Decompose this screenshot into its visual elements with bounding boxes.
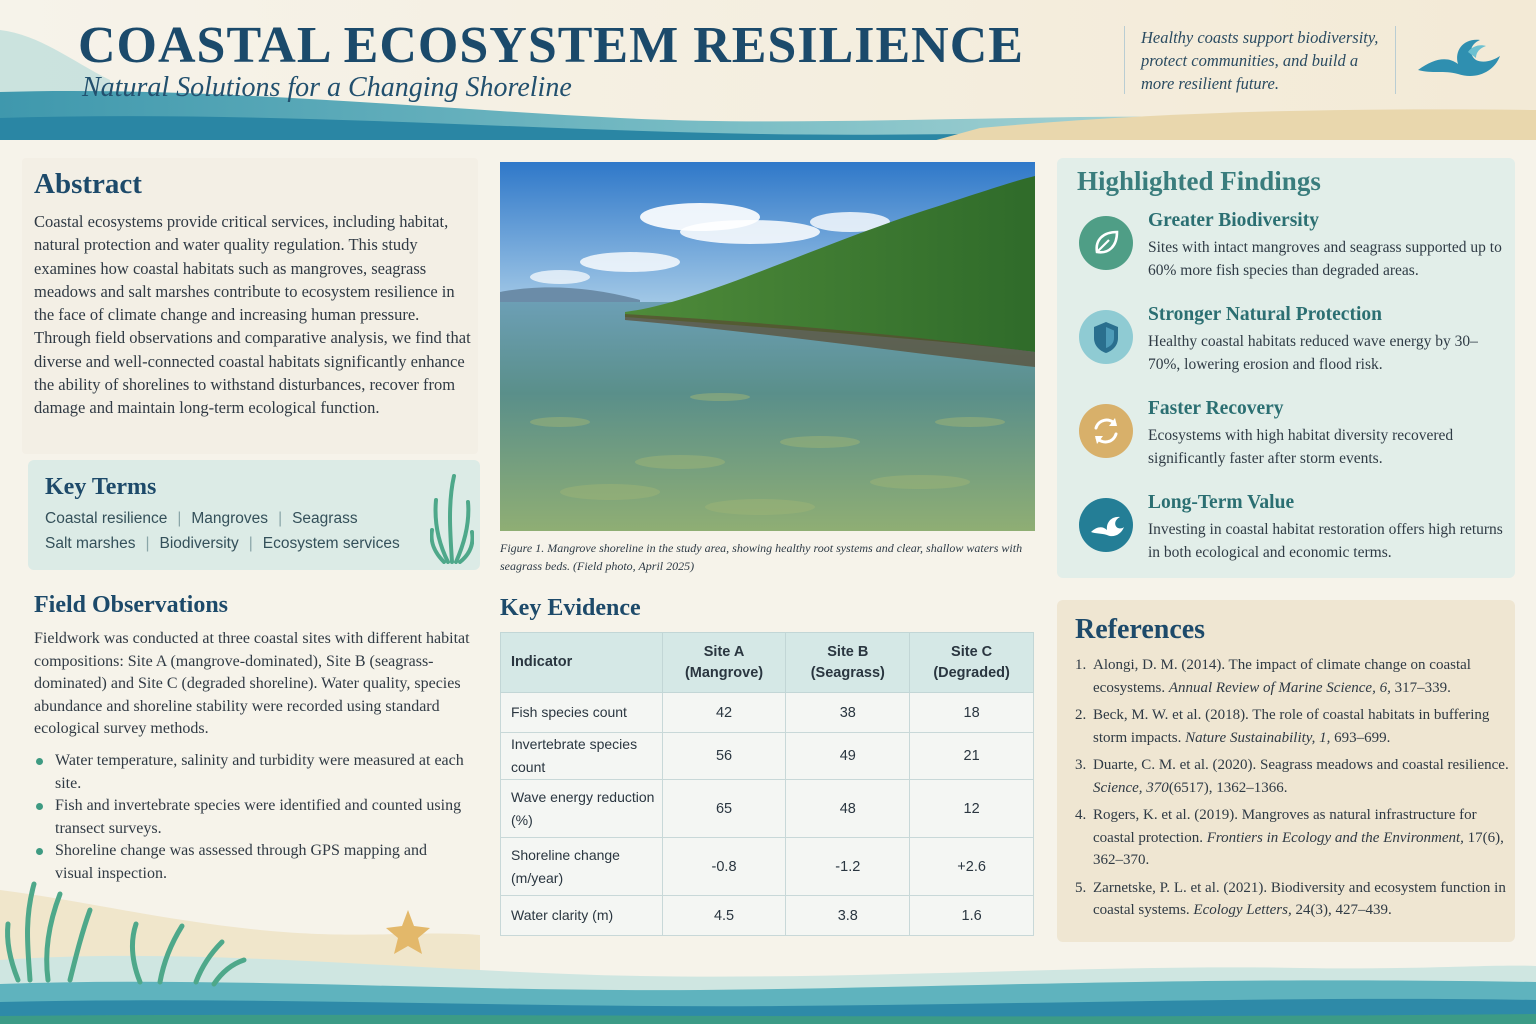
finding-item xyxy=(1077,304,1507,384)
reference-item xyxy=(1075,754,1509,799)
finding-text: Ecosystems with high habitat diversity recovered significantly faster after storm events. xyxy=(1148,427,1454,467)
finding-text: Sites with intact mangroves and seagrass supported up to 60% more fish species than degraded areas. xyxy=(1148,239,1502,279)
reference-number: 2. xyxy=(1075,707,1087,723)
term-separator: | xyxy=(145,535,150,552)
reference-item xyxy=(1075,704,1509,749)
bullet-dot xyxy=(36,803,43,810)
reference-text: Duarte, C. M. et al. (2020). Seagrass meadows and coastal resilience. xyxy=(1093,757,1509,773)
table-cell: 38 xyxy=(786,693,910,733)
finding-title: Stronger Natural Protection xyxy=(1148,304,1382,325)
highlighted-findings-heading: Highlighted Findings xyxy=(1077,166,1321,196)
reference-item xyxy=(1075,804,1509,872)
field-observations-section xyxy=(22,588,482,898)
table-cell: 49 xyxy=(786,733,910,780)
key-terms-section xyxy=(28,460,480,570)
table-cell: 12 xyxy=(910,780,1034,838)
highlighted-findings-section xyxy=(1057,158,1515,578)
wave-logo-icon xyxy=(1414,30,1502,86)
list-item-text: Fish and invertebrate species were identified and counted using transect surveys. xyxy=(55,797,462,837)
finding-item xyxy=(1077,398,1507,478)
finding-item xyxy=(1077,492,1507,572)
table-cell: Invertebrate species count xyxy=(501,733,663,780)
reference-journal: Annual Review of Marine Science, 6, xyxy=(1168,679,1391,696)
field-observations-list xyxy=(34,750,464,886)
reference-pages: 24(3), 427–439. xyxy=(1291,902,1392,918)
reference-journal: Frontiers in Ecology and the Environment, xyxy=(1206,829,1464,846)
abstract-text: Coastal ecosystems provide critical services, including habitat, natural protection and water quality regulation. This study examines how coastal habitats such as mangroves, seagrass meadows and salt marshes contribute to ecosystem resilience in the face of climate change and increasing human pressure. Through field observations and comparative analysis, we find that diverse and well-connected coastal habitats significantly enhance the ability of shorelines to withstand disturbances, recover from damage and maintain long-term ecological function. xyxy=(34,212,471,418)
references-heading: References xyxy=(1075,614,1206,645)
header-tagline: Healthy coasts support biodiversity, protect communities, and build a more resilient future. xyxy=(1124,26,1396,94)
table-cell: 48 xyxy=(786,780,910,838)
list-item xyxy=(34,750,464,795)
table-cell: -0.8 xyxy=(662,838,786,896)
list-item xyxy=(34,795,464,840)
finding-title: Greater Biodiversity xyxy=(1148,210,1319,231)
term-separator: | xyxy=(278,510,283,527)
term-separator: | xyxy=(248,535,253,552)
finding-title: Long-Term Value xyxy=(1148,492,1295,513)
table-cell: 18 xyxy=(910,693,1034,733)
abstract-heading: Abstract xyxy=(34,168,142,200)
table-row xyxy=(501,780,1034,838)
leaf-icon xyxy=(1079,216,1133,270)
table-cell: Wave energy reduction (%) xyxy=(501,780,663,838)
table-row xyxy=(501,693,1034,733)
column-header: Site C (Degraded) xyxy=(910,633,1034,693)
reference-journal: Nature Sustainability, 1, xyxy=(1185,729,1331,746)
bullet-dot xyxy=(36,758,43,765)
table-cell: 1.6 xyxy=(910,896,1034,936)
table-header-row xyxy=(501,633,1034,693)
reference-text: Alongi, D. M. (2014). The impact of climate change on coastal ecosystems. xyxy=(1093,657,1471,696)
reference-number: 3. xyxy=(1075,757,1087,773)
table-cell: +2.6 xyxy=(910,838,1034,896)
reference-pages: 17(6), 362–370. xyxy=(1093,829,1504,868)
reference-text: Rogers, K. et al. (2019). Mangroves as natural infrastructure for coastal protection. xyxy=(1093,807,1477,846)
key-terms-row xyxy=(45,510,358,528)
table-cell: Fish species count xyxy=(501,693,663,733)
finding-text: Healthy coastal habitats reduced wave energy by 30–70%, lowering erosion and flood risk. xyxy=(1148,333,1478,373)
finding-item xyxy=(1077,210,1507,290)
column-header: Site A (Mangrove) xyxy=(662,633,786,693)
table-cell: 21 xyxy=(910,733,1034,780)
key-term: Seagrass xyxy=(292,510,358,527)
finding-text: Investing in coastal habitat restoration offers high returns in both ecological and economic terms. xyxy=(1148,521,1503,561)
reference-text: Zarnetske, P. L. et al. (2021). Biodiversity and ecosystem function in coastal systems. xyxy=(1093,879,1506,918)
key-term: Mangroves xyxy=(191,510,269,527)
table-cell: Shoreline change (m/year) xyxy=(501,838,663,896)
reference-number: 4. xyxy=(1075,807,1087,823)
key-terms-row xyxy=(45,535,400,553)
wave-icon xyxy=(1079,498,1133,552)
table-cell: 42 xyxy=(662,693,786,733)
finding-title: Faster Recovery xyxy=(1148,398,1284,419)
term-separator: | xyxy=(177,510,182,527)
reference-pages: 693–699. xyxy=(1330,729,1391,746)
list-item-text: Water temperature, salinity and turbidity were measured at each site. xyxy=(55,752,464,792)
reference-journal: Science, 370 xyxy=(1093,779,1169,796)
abstract-section xyxy=(22,158,478,454)
table-cell: 56 xyxy=(662,733,786,780)
key-terms-heading: Key Terms xyxy=(45,474,157,500)
reference-number: 5. xyxy=(1075,879,1087,896)
mangrove-shoreline-photo xyxy=(500,162,1035,531)
reference-number: 1. xyxy=(1075,657,1087,673)
footer-wave-decoration xyxy=(0,880,1536,1024)
list-item xyxy=(34,840,464,885)
table-cell: Water clarity (m) xyxy=(501,896,663,936)
shield-icon xyxy=(1079,310,1133,364)
reference-pages: (6517), 1362–1366. xyxy=(1168,779,1288,796)
table-row xyxy=(501,733,1034,780)
key-term: Coastal resilience xyxy=(45,510,168,527)
column-header: Site B (Seagrass) xyxy=(786,633,910,693)
reference-journal: Ecology Letters, xyxy=(1193,902,1292,918)
table-cell: 65 xyxy=(662,780,786,838)
reference-pages: 317–339. xyxy=(1390,679,1451,696)
page-subtitle: Natural Solutions for a Changing Shoreline xyxy=(82,72,572,103)
list-item-text: Shoreline change was assessed through GPS mapping and visual inspection. xyxy=(55,842,427,882)
table-cell: 4.5 xyxy=(662,896,786,936)
field-observations-heading: Field Observations xyxy=(34,592,229,618)
figure-caption: Figure 1. Mangrove shoreline in the study area, showing healthy root systems and clear, shallow waters with seagrass beds. (Field photo, April 2025) xyxy=(500,541,1023,573)
seagrass-icon xyxy=(430,472,474,564)
table-cell: 3.8 xyxy=(786,896,910,936)
bullet-dot xyxy=(36,848,43,855)
reference-text: Beck, M. W. et al. (2018). The role of coastal habitats in buffering storm impacts. xyxy=(1093,707,1490,746)
table-cell: -1.2 xyxy=(786,838,910,896)
recovery-cycle-icon xyxy=(1079,404,1133,458)
page-title: COASTAL ECOSYSTEM RESILIENCE xyxy=(78,17,1024,74)
reference-item xyxy=(1075,654,1509,699)
key-evidence-heading: Key Evidence xyxy=(500,595,641,621)
key-term: Ecosystem services xyxy=(262,535,400,552)
key-term: Biodiversity xyxy=(159,535,239,552)
field-observations-text: Fieldwork was conducted at three coastal sites with different habitat compositions: Site A (mangrove-dominated), Site B (seagrass-dominated) and Site C (degraded shoreline). Water quality, species abundance and shoreline stability were recorded using standard ecological survey methods. xyxy=(34,630,470,738)
column-header: Indicator xyxy=(501,633,663,693)
header-banner xyxy=(0,0,1536,150)
key-term: Salt marshes xyxy=(45,535,136,552)
